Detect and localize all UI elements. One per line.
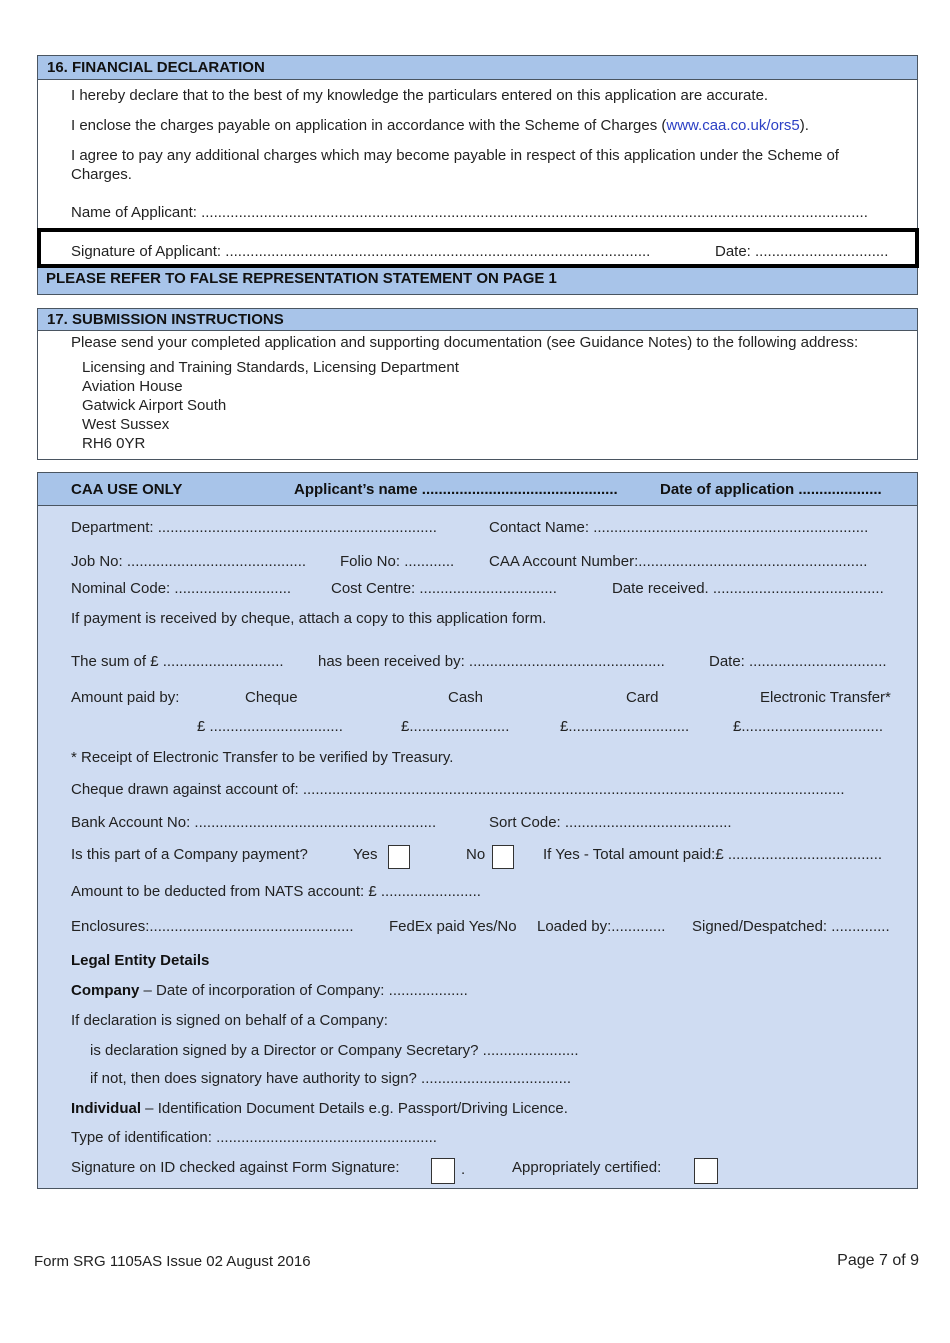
caa-account-number-field[interactable]: CAA Account Number:.......................................................: [489, 553, 868, 570]
cost-centre-field[interactable]: Cost Centre: .................................: [331, 580, 557, 597]
company-payment-question: Is this part of a Company payment?: [71, 846, 308, 863]
enclosures-field[interactable]: Enclosures:.................................................: [71, 918, 354, 935]
fedex-paid-label: FedEx paid Yes/No: [389, 918, 517, 935]
identification-type-field[interactable]: Type of identification: .....................................................: [71, 1129, 437, 1146]
received-by-field[interactable]: has been received by: ...............................................: [318, 653, 665, 670]
page-number: Page 7 of 9: [837, 1252, 919, 1269]
legal-entity-title: Legal Entity Details: [71, 952, 210, 969]
address-line-2: Aviation House: [82, 378, 183, 395]
method-cash: Cash: [448, 689, 484, 706]
form-reference: Form SRG 1105AS Issue 02 August 2016: [34, 1253, 311, 1270]
loaded-by-field[interactable]: Loaded by:.............: [537, 918, 666, 935]
method-electronic-transfer: Electronic Transfer*: [760, 689, 891, 706]
declaration-additional-1: I agree to pay any additional charges which may become payable in respect of this application under the Scheme of: [71, 147, 839, 164]
amount-paid-by-label: Amount paid by:: [71, 689, 180, 706]
method-card: Card: [626, 689, 659, 706]
declaration-accurate: I hereby declare that to the best of my knowledge the particulars entered on this application are accurate.: [71, 87, 769, 104]
total-amount-paid-field[interactable]: If Yes - Total amount paid:£ .....................................: [543, 846, 883, 863]
address-line-5: RH6 0YR: [82, 435, 146, 452]
false-representation-banner: PLEASE REFER TO FALSE REPRESENTATION STATEMENT ON PAGE 1: [38, 268, 917, 294]
declaration-charges-text: I enclose the charges payable on application in accordance with the Scheme of Charges (: [71, 117, 667, 134]
amount-card-field[interactable]: £.............................: [560, 718, 690, 735]
caa-use-only-title: CAA USE ONLY: [71, 481, 183, 498]
address-line-4: West Sussex: [82, 416, 170, 433]
appropriately-certified-label: Appropriately certified:: [512, 1159, 662, 1176]
cheque-copy-note: If payment is received by cheque, attach a copy to this application form.: [71, 610, 547, 627]
submission-title: 17. SUBMISSION INSTRUCTIONS: [38, 309, 917, 331]
financial-declaration-title: 16. FINANCIAL DECLARATION: [38, 56, 917, 80]
folio-no-field[interactable]: Folio No: ............: [340, 553, 455, 570]
on-behalf-note: If declaration is signed on behalf of a Company:: [71, 1012, 388, 1029]
company-incorporation-text: – Date of incorporation of Company: ...................: [139, 982, 468, 999]
amount-cheque-field[interactable]: £ ................................: [197, 718, 343, 735]
applicant-signature-field[interactable]: Signature of Applicant: ......................................................................................................: [71, 243, 651, 260]
director-signed-field[interactable]: is declaration signed by a Director or Company Secretary? .......................: [90, 1042, 579, 1059]
date-received-field[interactable]: Date received. .........................................: [612, 580, 884, 597]
signatory-authority-field[interactable]: if not, then does signatory have authority to sign? ....................................: [90, 1070, 572, 1087]
individual-label: Individual: [71, 1100, 142, 1117]
address-line-3: Gatwick Airport South: [82, 397, 227, 414]
bank-account-no-field[interactable]: Bank Account No: ..........................................................: [71, 814, 437, 831]
contact-name-field[interactable]: Contact Name: ..................................................................: [489, 519, 869, 536]
company-label: Company: [71, 982, 140, 999]
company-payment-no-label: No: [466, 846, 486, 863]
address-line-1: Licensing and Training Standards, Licensing Department: [82, 359, 459, 376]
signature-checked-checkbox[interactable]: [431, 1158, 455, 1184]
received-date-field[interactable]: Date: .................................: [709, 653, 887, 670]
caa-applicant-name[interactable]: Applicant’s name ...............................................: [294, 481, 618, 498]
electronic-transfer-note: * Receipt of Electronic Transfer to be verified by Treasury.: [71, 749, 454, 766]
nominal-code-field[interactable]: Nominal Code: ............................: [71, 580, 292, 597]
sort-code-field[interactable]: Sort Code: ........................................: [489, 814, 732, 831]
signature-date-field[interactable]: Date: ................................: [715, 243, 889, 260]
signature-checked-label: Signature on ID checked against Form Signature:: [71, 1159, 400, 1176]
department-field[interactable]: Department: ...................................................................: [71, 519, 437, 536]
company-payment-no-checkbox[interactable]: [492, 845, 514, 869]
applicant-name-field[interactable]: Name of Applicant: ................................................................................................................................................................: [71, 204, 868, 221]
signature-checked-dot: .: [461, 1161, 466, 1178]
scheme-of-charges-link[interactable]: www.caa.co.uk/ors5: [666, 117, 800, 134]
individual-id-text: – Identification Document Details e.g. Passport/Driving Licence.: [141, 1100, 568, 1117]
declaration-charges: [71, 117, 809, 134]
cheque-drawn-field[interactable]: Cheque drawn against account of: ..................................................................................................................................: [71, 781, 845, 798]
company-payment-yes-checkbox[interactable]: [388, 845, 410, 869]
submission-intro: Please send your completed application and supporting documentation (see Guidance Notes) to the following address:: [71, 334, 859, 351]
company-incorporation-field[interactable]: [71, 982, 468, 999]
declaration-charges-end: ).: [799, 117, 809, 134]
sum-received-field[interactable]: The sum of £ .............................: [71, 653, 284, 670]
appropriately-certified-checkbox[interactable]: [694, 1158, 718, 1184]
individual-id-note: [71, 1100, 568, 1117]
signed-despatched-field[interactable]: Signed/Despatched: ..............: [692, 918, 890, 935]
caa-date-of-application[interactable]: Date of application ....................: [660, 481, 882, 498]
declaration-additional-2: Charges.: [71, 166, 132, 183]
nats-deduction-field[interactable]: Amount to be deducted from NATS account: £ ........................: [71, 883, 481, 900]
amount-electronic-field[interactable]: £..................................: [733, 718, 884, 735]
job-no-field[interactable]: Job No: ...........................................: [71, 553, 307, 570]
amount-cash-field[interactable]: £........................: [401, 718, 510, 735]
company-payment-yes-label: Yes: [353, 846, 378, 863]
method-cheque: Cheque: [245, 689, 298, 706]
